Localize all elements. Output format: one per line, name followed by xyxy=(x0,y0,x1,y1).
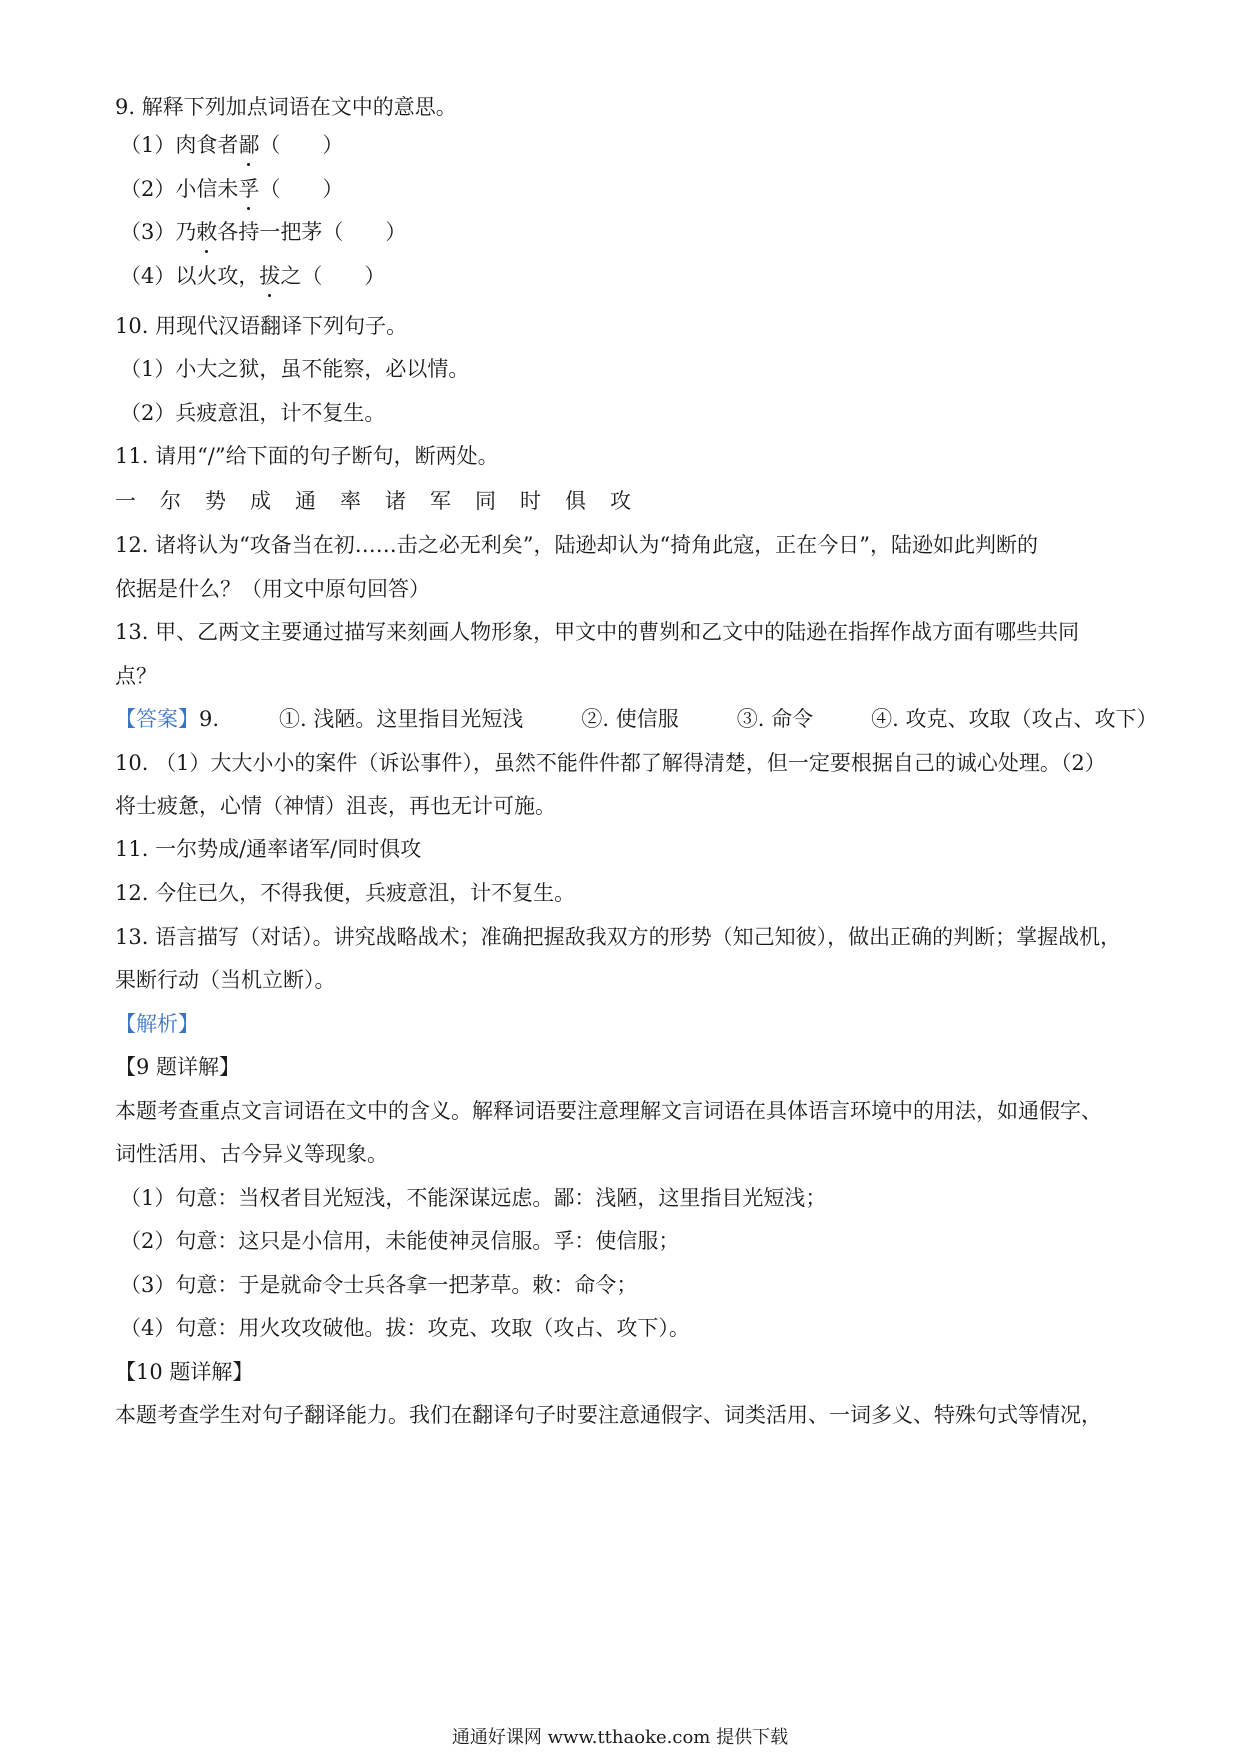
detail-9-intro-2: 词性活用、古今异义等现象。 xyxy=(115,1142,388,1166)
answer-10-line-1: 10. （1）大大小小的案件（诉讼事件），虽然不能件件都了解得清楚，但一定要根据自己的诚心处理。（2） xyxy=(115,751,1106,775)
dotted-word: 孚 xyxy=(238,174,259,204)
detail-9-item-3: （3）句意：于是就命令士兵各拿一把茅草。敕：命令； xyxy=(120,1273,638,1297)
q9-item-2: （2）小信未孚（ ） xyxy=(120,174,1140,204)
q13-line-2: 点？ xyxy=(115,664,157,688)
q9-item-1: （1）肉食者鄙（ ） xyxy=(120,130,1140,160)
dotted-word: 敕 xyxy=(196,217,217,247)
answer-label: 【答案】 xyxy=(115,707,199,731)
detail-10-title: 【10 题详解】 xyxy=(115,1360,254,1384)
answer-11: 11. 一尔势成/通率诸军/同时俱攻 xyxy=(115,837,422,861)
q9-item-4: （4）以火攻，拔之（ ） xyxy=(120,261,1140,291)
answer-10-line-2: 将士疲惫，心情（神情）沮丧，再也无计可施。 xyxy=(115,794,556,818)
q13-line-1: 13. 甲、乙两文主要通过描写来刻画人物形象，甲文中的曹刿和乙文中的陆逊在指挥作战方面有哪些共同 xyxy=(115,620,1080,644)
q11-title: 11. 请用“/”给下面的句子断句，断两处。 xyxy=(115,444,499,468)
detail-10-intro: 本题考查学生对句子翻译能力。我们在翻译句子时要注意通假字、词类活用、一词多义、特殊句式等情况， xyxy=(115,1403,1102,1427)
q10-title: 10. 用现代汉语翻译下列句子。 xyxy=(115,314,408,338)
q9-title: 9. 解释下列加点词语在文中的意思。 xyxy=(115,95,457,119)
answer-13-line-2: 果断行动（当机立断）。 xyxy=(115,968,336,992)
detail-9-title: 【9 题详解】 xyxy=(115,1055,241,1079)
q11-text: 一尔势成通率诸军同时俱攻 xyxy=(115,489,655,513)
analysis-label: 【解析】 xyxy=(115,1012,199,1036)
answer-13-line-1: 13. 语言描写（对话）。讲究战略战术；准确把握敌我双方的形势（知己知彼），做出正确的判断；掌握战机， xyxy=(115,925,1122,949)
q9-item-3: （3）乃敕各持一把茅（ ） xyxy=(120,217,1140,247)
detail-9-intro-1: 本题考查重点文言词语在文中的含义。解释词语要注意理解文言词语在具体语言环境中的用法，如通假字、 xyxy=(115,1099,1102,1123)
q10-item-1: （1）小大之狱，虽不能察，必以情。 xyxy=(120,357,470,381)
q12-line-1: 12. 诸将认为“攻备当在初……击之必无利矣”，陆逊却认为“掎角此寇，正在今日”，陆逊如此判断的 xyxy=(115,533,1039,557)
dotted-word: 鄙 xyxy=(238,130,259,160)
detail-9-item-2: （2）句意：这只是小信用，未能使神灵信服。孚：使信服； xyxy=(120,1229,680,1253)
dotted-word: 拔 xyxy=(259,261,280,291)
answer-12: 12. 今住已久，不得我便，兵疲意沮，计不复生。 xyxy=(115,881,576,905)
detail-9-item-1: （1）句意：当权者目光短浅，不能深谋远虑。鄙：浅陋，这里指目光短浅； xyxy=(120,1186,827,1210)
page-footer: 通通好课网 www.tthaoke.com 提供下载 xyxy=(451,1727,789,1748)
q12-line-2: 依据是什么？（用文中原句回答） xyxy=(115,577,430,601)
q10-item-2: （2）兵疲意沮，计不复生。 xyxy=(120,401,386,425)
detail-9-item-4: （4）句意：用火攻攻破他。拔：攻克、攻取（攻占、攻下）。 xyxy=(120,1316,690,1340)
answer-line-9: 【答案】9. ①. 浅陋。这里指目光短浅 ②. 使信服 ③. 命令 ④. 攻克、攻取（攻占、攻下） xyxy=(115,707,1158,731)
